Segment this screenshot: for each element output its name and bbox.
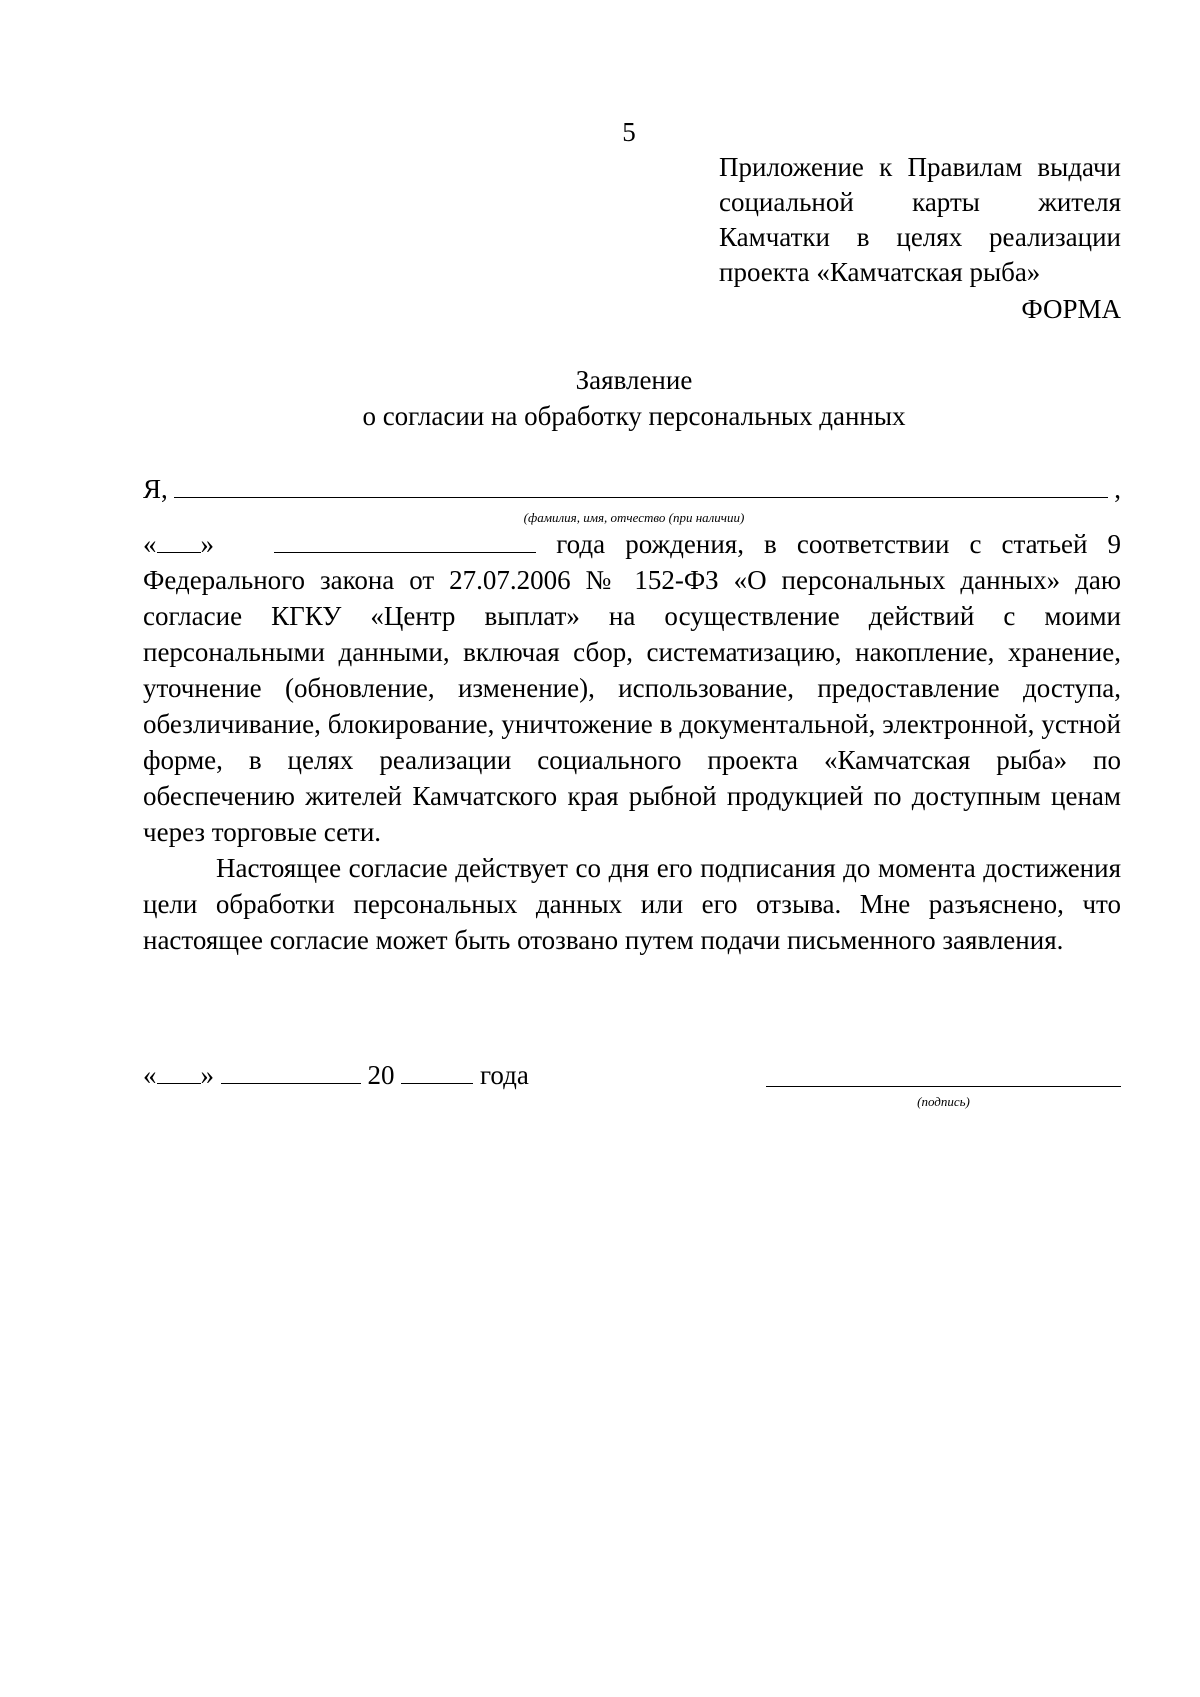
year-suffix: года xyxy=(480,1060,529,1090)
sign-day-field[interactable] xyxy=(157,1059,201,1084)
signature-field[interactable] xyxy=(766,1086,1121,1087)
applicant-name-field[interactable] xyxy=(174,473,1108,498)
applicant-name-hint: (фамилия, имя, отчество (при наличии) xyxy=(523,510,745,525)
year-prefix: 20 xyxy=(367,1060,395,1090)
consent-text: года рождения, в соответствии с статьей 9 Федерального закона от 27.07.2006 № 152-ФЗ «О персональных данных» даю согласие КГКУ «Центр выплат» на осуществление действий с моими персональными данными, включая сбор, систематизацию, накопление, хранение, уточнение (обновление, изменение), использование, предоставление доступа, обезличивание, блокирование, уничтожение в документальной, электронной, устной форме, в целях реализации социального проекта «Камчатская рыба» по обеспечению жителей Камчатского края рыбной продукцией по доступным ценам через торговые сети. xyxy=(143,529,1122,847)
document-subtitle: о согласии на обработку персональных данных xyxy=(362,401,906,431)
birth-day-quote-close: » xyxy=(200,529,214,559)
applicant-name-line xyxy=(143,472,1121,506)
appendix-line: проекта «Камчатская рыба» xyxy=(719,257,1041,287)
applicant-prefix: Я, xyxy=(143,474,168,504)
signature-hint: (подпись) xyxy=(917,1094,970,1109)
document-title: Заявление xyxy=(575,365,693,395)
applicant-suffix: , xyxy=(1114,474,1121,504)
birth-day-field[interactable] xyxy=(157,528,201,553)
signature-date-line xyxy=(143,1058,529,1092)
appendix-reference xyxy=(719,150,1121,290)
date-quote-open: « xyxy=(143,1060,157,1090)
consent-paragraph xyxy=(143,526,1121,850)
validity-text: Настоящее согласие действует со дня его подписания до момента достижения цели обработки персональных данных или его отзыва. Мне разъяснено, что настоящее согласие может быть отозвано путем подачи письменного заявления. xyxy=(143,853,1121,955)
appendix-line: социальной карты жителя xyxy=(719,187,1121,217)
validity-paragraph xyxy=(143,850,1121,958)
sign-year-field[interactable] xyxy=(401,1059,473,1084)
sign-month-field[interactable] xyxy=(221,1059,361,1084)
birth-day-quote-open: « xyxy=(143,529,157,559)
date-quote-close: » xyxy=(200,1060,214,1090)
birth-month-year-field[interactable] xyxy=(274,528,536,553)
page-number: 5 xyxy=(622,117,636,147)
appendix-line: Приложение к Правилам выдачи xyxy=(719,152,1121,182)
form-label: ФОРМА xyxy=(1021,294,1121,324)
appendix-line: Камчатки в целях реализации xyxy=(719,222,1121,252)
